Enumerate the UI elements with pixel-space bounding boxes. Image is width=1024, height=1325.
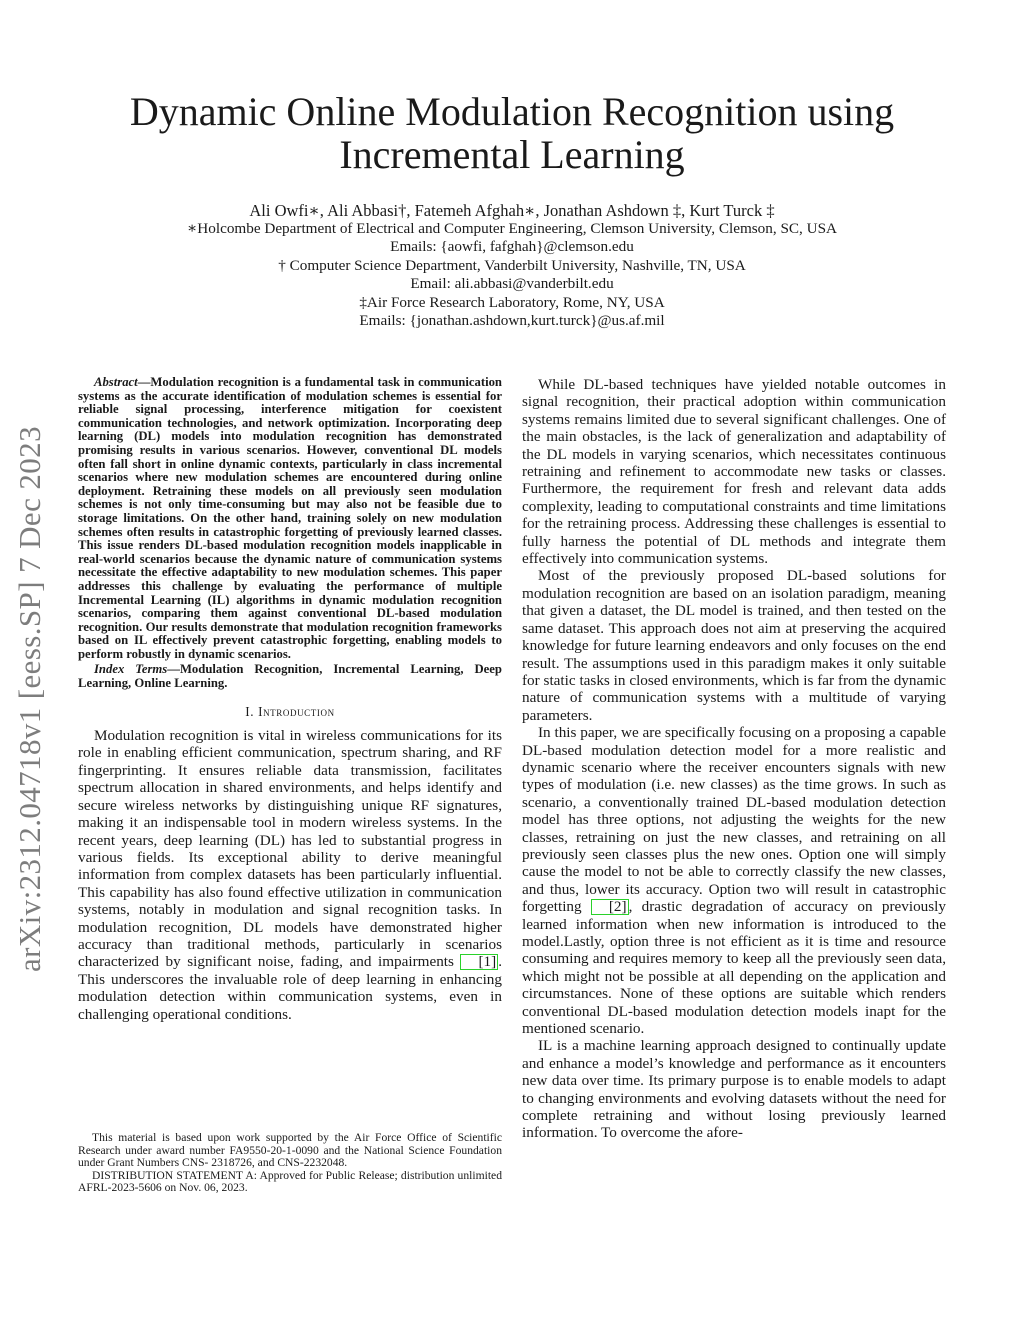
left-column (78, 376, 502, 1023)
email-clemson: Emails: {aowfi, fafghah}@clemson.edu (390, 238, 634, 256)
section-heading-introduction (78, 703, 502, 720)
author-list: Ali Owfi∗, Ali Abbasi†, Fatemeh Afghah∗, Jonathan Ashdown ‡, Kurt Turck ‡ (249, 201, 775, 220)
right-paragraph-1: While DL-based techniques have yielded notable outcomes in signal recognition, their practical adoption within communication systems remains limited due to several significant challenges. One of the main obstacles, is the lack of generalization and adaptability of the DL models in varying scenarios, which necessitates continuous retraining and refinement to accommodate new tasks or classes. Furthermore, the requirement for fresh and relevant data adds complexity, leading to computational constraints and time limitations for the retraining process. Addressing these challenges is essential to fully harness the potential of DL methods and integrate them effectively into communication systems. (522, 376, 946, 568)
intro-text-a: Modulation recognition is vital in wireless communications for its role in enabling efficient communication, spectrum sharing, and RF fingerprinting. It ensures reliable data transmission, facilitates spectrum allocation in shared environments, and helps identify and secure wireless networks by distinguishing unique RF signatures, making it an indispensable tool in modern wireless systems. In the recent years, deep learning (DL) has led to substantial progress in various fields. Its exceptional ability to derive meaningful information from complex datasets has been particularly influential. This capability has also found effective utilization in communication systems, notably in modulation and signal recognition tasks. In modulation recognition, DL models have demonstrated higher accuracy than traditional methods, particularly in scenarios characterized by significant noise, fading, and impairments (78, 727, 502, 971)
index-terms-lead: Index Terms (94, 662, 168, 677)
p3-text-a: In this paper, we are specifically focusing on a proposing a capable DL-based modulation detection model for a more realistic and dynamic scenario where the receiver encounters signals with new types of modulation (i.e. new classes) as the time grows. In such as scenario, a conventionally trained DL-based modulation detection model has three options, not adjusting the weights for the new classes, retraining on just the new classes, and retraining on all previously seen classes plus the new ones. Option one will simply cause the model to not be able to correctly classify the new classes, and thus, lower its accuracy. Option two will result in catastrophic forgetting (522, 724, 946, 916)
footnote-distribution: DISTRIBUTION STATEMENT A: Approved for Public Release; distribution unlimited AFRL-2023-5606 on Nov. 06, 2023. (78, 1168, 502, 1195)
right-paragraph-4: IL is a machine learning approach designed to continually update and enhance a model’s knowledge and performance as it encounters new data over time. Its primary purpose is to enable models to adapt to changing environments and evolving datasets without the need for complete retraining and without losing previously learned information. To overcome the afore- (522, 1037, 946, 1142)
citation-link-1[interactable]: [1] (460, 954, 498, 970)
index-terms (78, 663, 502, 690)
p3-text-b: , drastic degradation of accuracy on previously learned information when new information is introduced to the model.Lastly, option three is not efficient as it is time and resource consuming and requires memory to keep all the previously seen data, which might not be possible at all depending on the application and circumstances. None of these options are suitable which renders conventional DL-based modulation detection models inapt for the mentioned scenario. (522, 898, 946, 1038)
citation-link-2[interactable]: [2] (591, 899, 629, 915)
affiliation-clemson: ∗Holcombe Department of Electrical and Computer Engineering, Clemson University, Clemson, SC, USA (186, 220, 838, 237)
index-terms-text: —Modulation Recognition, Incremental Learning, Deep Learning, Online Learning. (78, 662, 502, 691)
right-column (522, 376, 946, 1142)
section-title: Introduction (258, 703, 335, 719)
section-number: I. (245, 703, 259, 719)
paper-header (90, 90, 934, 330)
paper-title: Dynamic Online Modulation Recognition using Incremental Learning (129, 89, 895, 177)
arxiv-identifier[interactable]: arXiv:2312.04718v1 [eess.SP] 7 Dec 2023 (12, 426, 47, 972)
intro-paragraph (78, 727, 502, 1023)
email-vanderbilt: Email: ali.abbasi@vanderbilt.edu (410, 275, 614, 293)
footnote-funding: This material is based upon work supported by the Air Force Office of Scientific Research under award number FA9550-20-1-0090 and the National Science Foundation under Grant Numbers CNS- 2318726, and CNS-2232048. (78, 1131, 502, 1170)
intro-text-b: . This underscores the invaluable role of deep learning in enhancing modulation detection within communication systems, even in challenging operational conditions. (78, 953, 502, 1023)
affiliation-afrl: ‡Air Force Research Laboratory, Rome, NY, USA (359, 293, 665, 311)
footnote (78, 1132, 502, 1195)
right-paragraph-2: Most of the previously proposed DL-based solutions for modulation recognition are based on an isolation paradigm, meaning that given a dataset, the DL model is trained, and then tested on the same dataset. This approach does not aim at preserving the acquired knowledge for future learning endeavors and only focuses on the end result. The assumptions used in this paradigm makes it only suitable for static tasks in closed environments, which is far from the dynamic nature of communication systems with a multitude of varying parameters. (522, 567, 946, 724)
right-paragraph-3 (522, 724, 946, 1037)
abstract (78, 376, 502, 661)
affiliation-vanderbilt: † Computer Science Department, Vanderbilt University, Nashville, TN, USA (278, 256, 746, 274)
abstract-text: —Modulation recognition is a fundamental task in communication systems as the accurate identification of modulation schemes is essential for reliable signal processing, interference mitigation for coexistent communication technologies, and network optimization. Incorporating deep learning (DL) models into modulation recognition has demonstrated promising results in various scenarios. However, conventional DL models often fall short in online dynamic contexts, particularly in class incremental scenarios where new modulation schemes are encountered during online deployment. Retraining these models on all previously seen modulation schemes is not only time-consuming but may also not be feasible due to storage limitations. On the other hand, training solely on new modulation schemes often results in catastrophic forgetting of previously learned classes. This issue renders DL-based modulation recognition models inapplicable in real-world scenarios because the dynamic nature of communication systems necessitate the effective adaptability to new modulation schemes. This paper addresses this challenge by evaluating the performance of multiple Incremental Learning (IL) algorithms in dynamic modulation recognition scenarios, comparing them against conventional DL-based modulation recognition. Our results demonstrate that modulation recognition frameworks based on IL effectively prevent catastrophic forgetting, enabling models to perform robustly in dynamic scenarios. (78, 375, 502, 661)
email-afrl: Emails: {jonathan.ashdown,kurt.turck}@us.af.mil (359, 312, 665, 330)
abstract-lead: Abstract (94, 375, 138, 389)
